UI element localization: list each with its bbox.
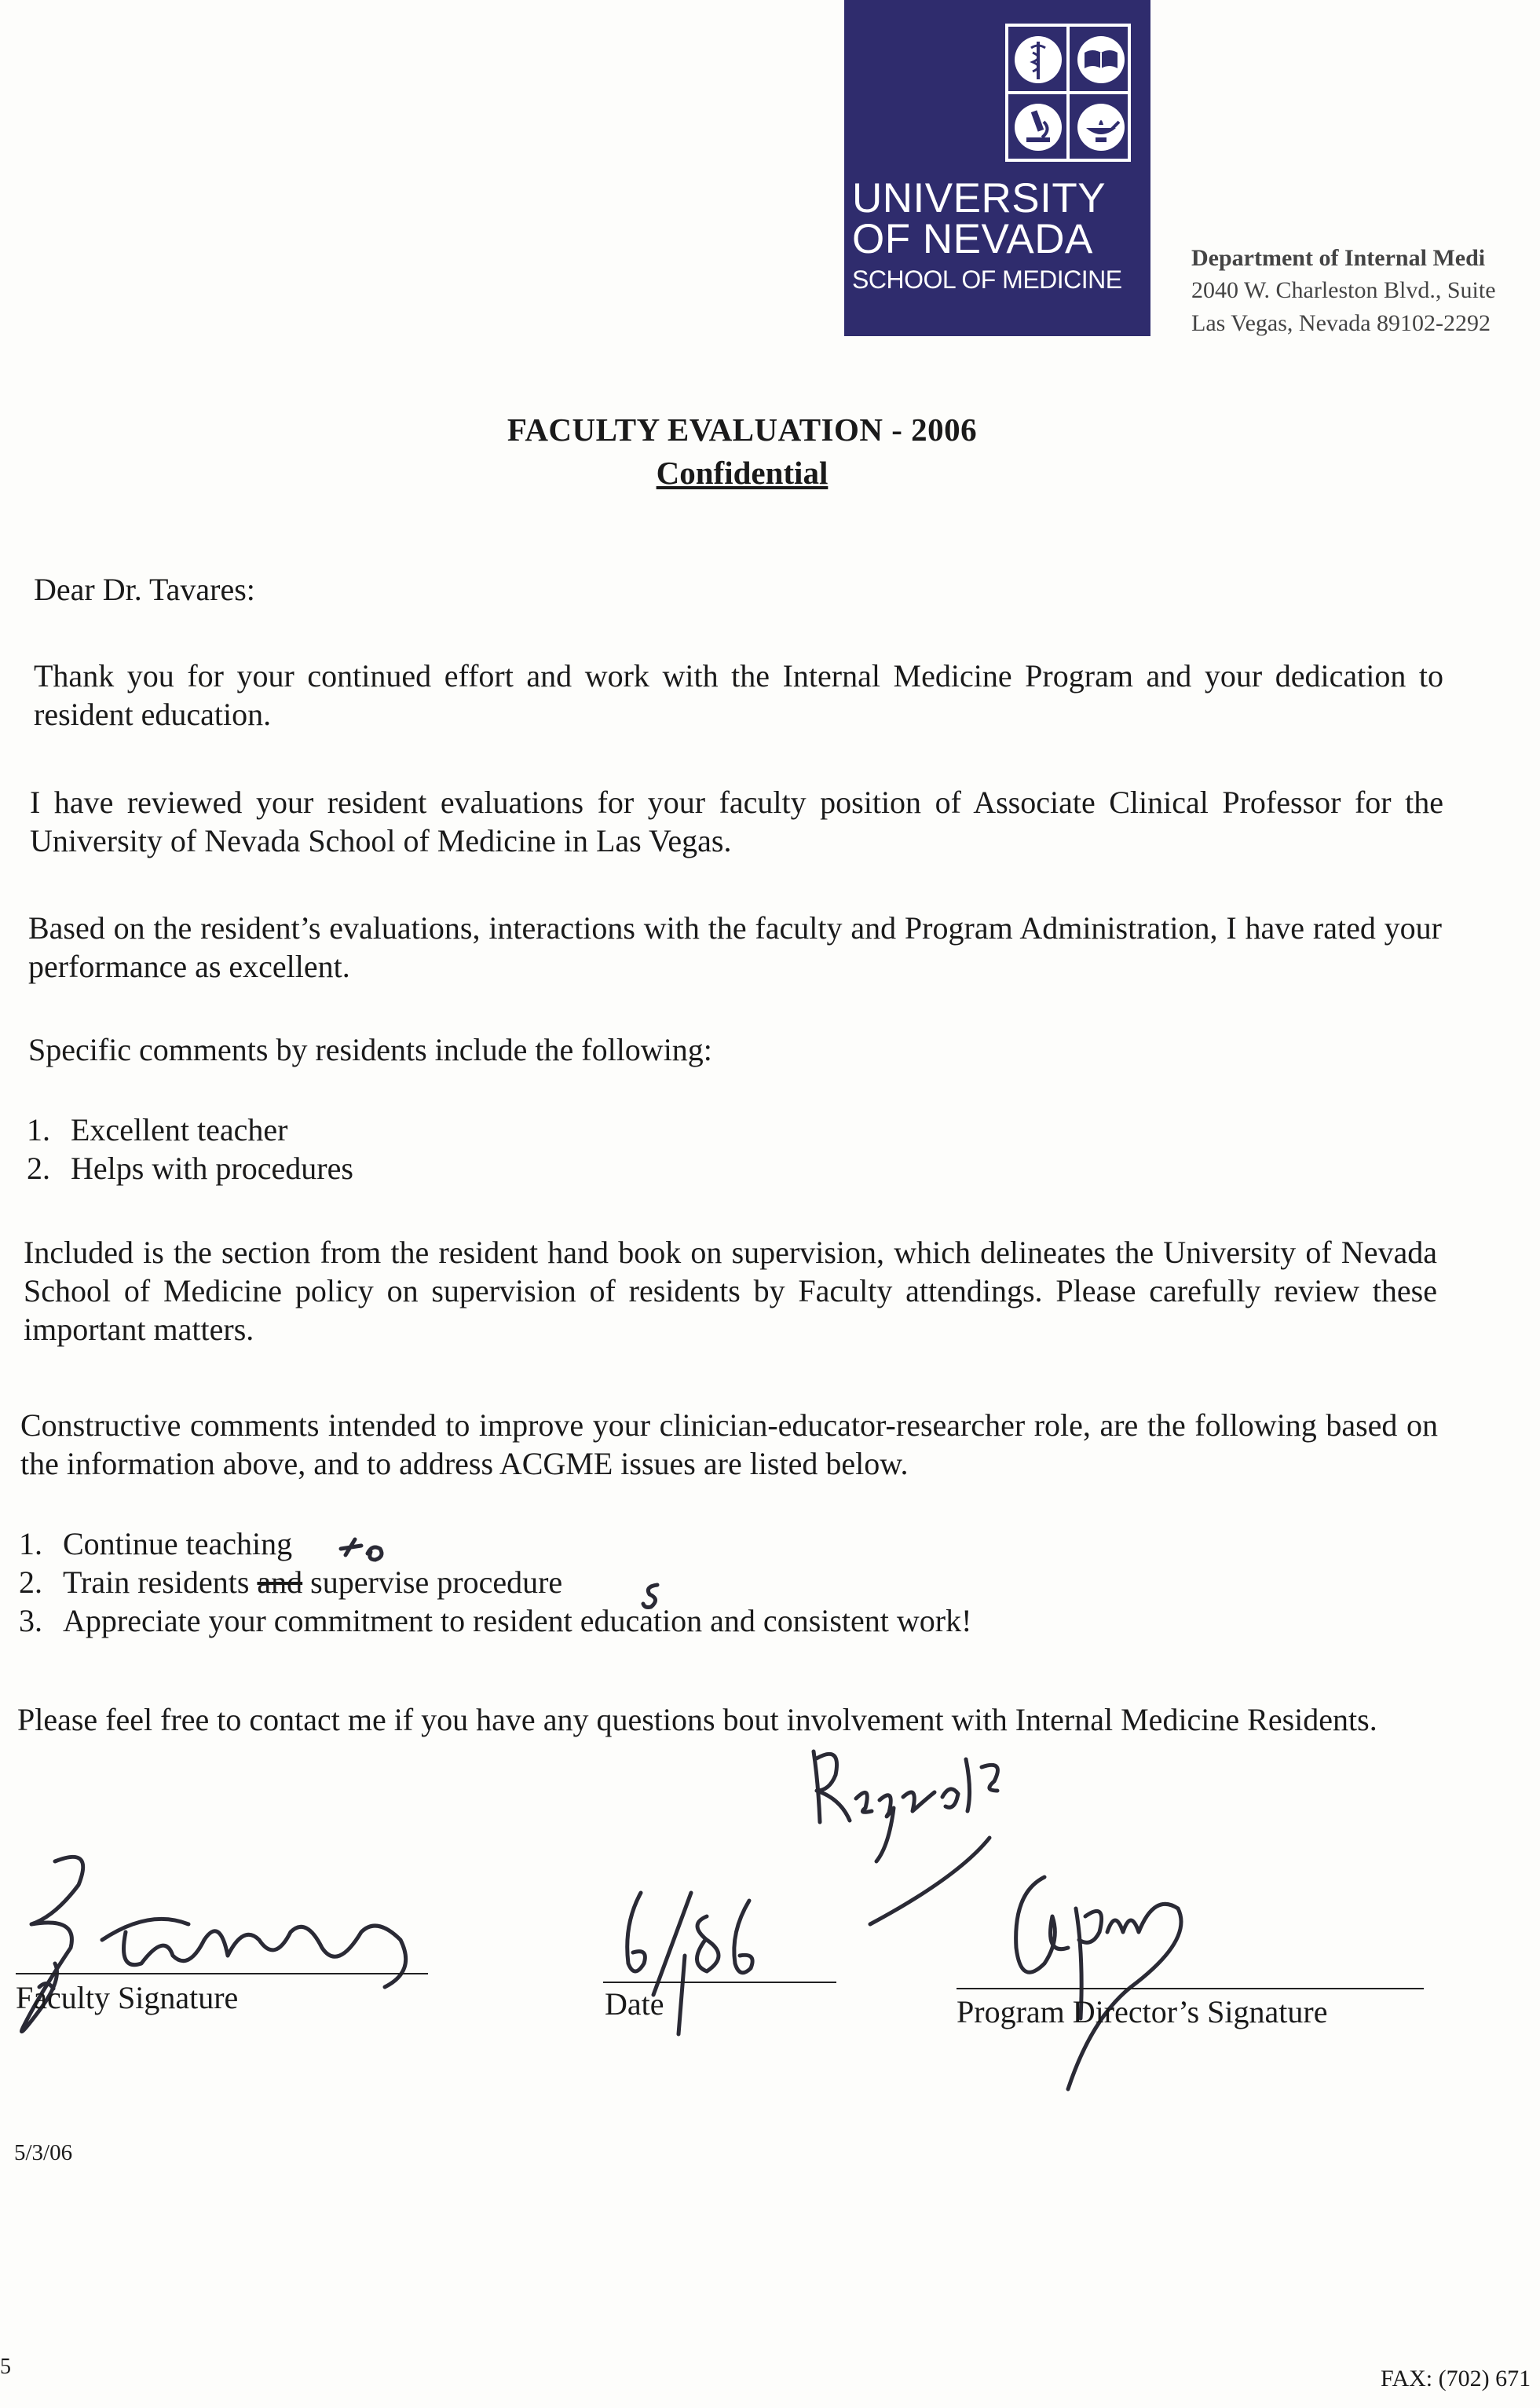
resident-comments-list <box>27 1111 353 1188</box>
paragraph-thanks: Thank you for your continued effort and work with the Internal Medicine Program and your dedication to resident education. <box>34 658 1443 732</box>
university-name-line-1: UNIVERSITY <box>852 175 1107 221</box>
fax-number: FAX: (702) 671 <box>1381 2366 1531 2392</box>
lamp-of-knowledge-icon <box>1071 94 1131 160</box>
department-name: Department of Internal Medi <box>1191 245 1486 271</box>
date-line <box>603 1982 836 1983</box>
paragraph-constructive: Constructive comments intended to improve your clinician-educator-researcher role, are the following based on the information above, and to address ACGME issues are listed below. <box>20 1407 1438 1481</box>
emblem <box>1005 24 1131 162</box>
paragraph-review: I have reviewed your resident evaluations for your faculty position of Associate Clinical Professor for the University of Nevada School of Medicine in Las Vegas. <box>30 785 1443 858</box>
handwritten-insert-to <box>338 1532 401 1579</box>
footer-date: 5/3/06 <box>14 2140 73 2165</box>
document-title: FACULTY EVALUATION - 2006 <box>507 412 978 448</box>
director-signature-scribble <box>997 1861 1233 2097</box>
paragraph-comments-intro: Specific comments by residents include the following: <box>28 1032 712 1067</box>
microscope-icon <box>1008 94 1068 160</box>
address-line-1: 2040 W. Charleston Blvd., Suite <box>1191 277 1496 303</box>
director-signature-label: Program Director’s Signature <box>957 1994 1328 2029</box>
list-item: 2. Train residents and supervise procedure <box>19 1564 563 1600</box>
salutation: Dear Dr. Tavares: <box>34 572 255 607</box>
university-logo <box>844 0 1150 336</box>
paragraph-rating: Based on the resident’s evaluations, interactions with the faculty and Program Administration, I have rated your performance as excellent. <box>28 910 1442 984</box>
constructive-comments-list <box>19 1524 971 1640</box>
paragraph-supervision: Included is the section from the resident hand book on supervision, which delineates the University of Nevada School of Medicine policy on supervision of residents by Faculty attendings. Please carefully review these important matters. <box>24 1235 1437 1347</box>
open-book-icon <box>1071 27 1131 93</box>
address-line-2: Las Vegas, Nevada 89102-2292 <box>1191 310 1491 336</box>
handwritten-regards <box>801 1736 1021 1940</box>
handwritten-s <box>640 1580 664 1612</box>
university-name-line-2: OF NEVADA <box>852 216 1093 262</box>
list-item: 3. Appreciate your commitment to resident education and consistent work! <box>19 1603 972 1638</box>
caduceus-icon <box>1008 27 1068 93</box>
struck-word: and <box>257 1564 303 1600</box>
list-item: 1. Excellent teacher <box>27 1112 288 1147</box>
document-subtitle: Confidential <box>656 455 829 491</box>
faculty-signature-line <box>16 1973 428 1974</box>
list-item: 2. Helps with procedures <box>27 1151 353 1186</box>
faculty-signature-label: Faculty Signature <box>16 1980 239 2015</box>
edge-mark: 5 <box>0 2355 11 2379</box>
director-signature-line <box>957 1988 1424 1989</box>
school-name: SCHOOL OF MEDICINE <box>852 265 1122 294</box>
date-label: Date <box>605 1986 664 2022</box>
paragraph-contact: Please feel free to contact me if you have any questions bout involvement with Internal Medicine Residents. <box>17 1702 1377 1737</box>
list-item: 1. Continue teaching <box>19 1526 293 1561</box>
